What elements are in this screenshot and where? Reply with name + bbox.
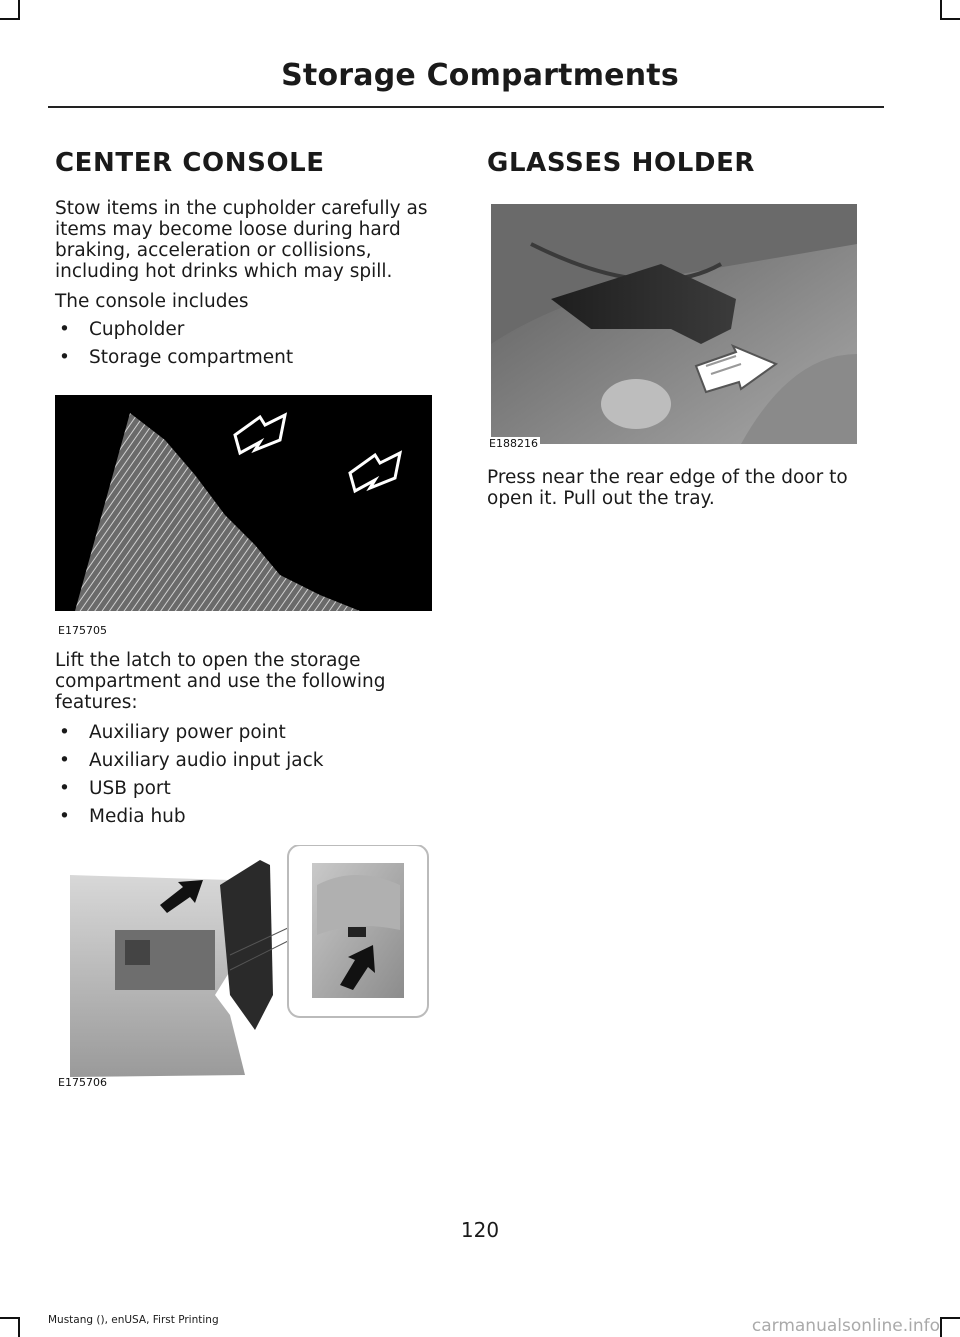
latch bbox=[348, 927, 366, 937]
power-point bbox=[125, 940, 150, 965]
footer-text: Mustang (), enUSA, First Printing bbox=[48, 1314, 219, 1326]
crop-mark bbox=[940, 1317, 960, 1319]
header-divider bbox=[48, 106, 884, 108]
crop-mark bbox=[940, 1317, 942, 1337]
list-item: • Auxiliary audio input jack bbox=[59, 750, 324, 771]
bullet: • bbox=[59, 347, 70, 368]
bullet: • bbox=[59, 750, 70, 771]
bullet: • bbox=[59, 319, 70, 340]
section-title-glasses-holder: GLASSES HOLDER bbox=[487, 148, 756, 178]
includes-label: The console includes bbox=[55, 291, 249, 312]
left-column bbox=[55, 148, 451, 375]
crop-mark bbox=[940, 18, 960, 20]
arrow-icon bbox=[350, 453, 400, 491]
crop-mark bbox=[0, 18, 20, 20]
figure-code: E188216 bbox=[489, 437, 538, 450]
storage-compartment-illustration bbox=[55, 845, 435, 1077]
crop-mark bbox=[18, 0, 20, 20]
section-title-center-console: CENTER CONSOLE bbox=[55, 148, 325, 178]
list-item: • USB port bbox=[59, 778, 171, 799]
includes-list bbox=[55, 319, 451, 368]
figure-code: E175706 bbox=[58, 1076, 107, 1089]
crop-mark bbox=[0, 1317, 20, 1319]
page-number: 120 bbox=[460, 1218, 500, 1242]
crop-mark bbox=[18, 1317, 20, 1337]
console-figure bbox=[55, 395, 432, 611]
compartment-lid bbox=[220, 860, 273, 1030]
right-column bbox=[487, 148, 877, 178]
intro-paragraph: Stow items in the cupholder carefully as items may become loose during hard braking, acceleration or collisions, including hot drinks which may spill. bbox=[55, 198, 428, 282]
console-body-shape bbox=[75, 413, 360, 611]
storage-compartment-figure bbox=[55, 845, 435, 1077]
glasses-holder-figure bbox=[491, 204, 857, 444]
list-item: • Media hub bbox=[59, 806, 186, 827]
features-list bbox=[55, 722, 451, 827]
latch-paragraph: Lift the latch to open the storage compartment and use the following features: bbox=[55, 650, 386, 713]
bullet: • bbox=[59, 806, 70, 827]
list-item: • Auxiliary power point bbox=[59, 722, 286, 743]
glasses-holder-illustration bbox=[491, 204, 857, 444]
list-item: • Cupholder bbox=[59, 319, 185, 340]
bullet: • bbox=[59, 722, 70, 743]
figure-code: E175705 bbox=[58, 624, 107, 637]
right-column-lower bbox=[487, 467, 867, 509]
bullet: • bbox=[59, 778, 70, 799]
page-title: Storage Compartments bbox=[281, 58, 679, 93]
latch-housing bbox=[317, 875, 400, 935]
seat-shape bbox=[601, 379, 671, 429]
glasses-holder-paragraph: Press near the rear edge of the door to open it. Pull out the tray. bbox=[487, 467, 848, 509]
left-column-lower bbox=[55, 650, 451, 834]
list-item: • Storage compartment bbox=[59, 347, 294, 368]
console-illustration bbox=[55, 395, 432, 611]
watermark: carmanualsonline.info bbox=[751, 1316, 940, 1336]
arrow-icon bbox=[235, 415, 285, 453]
crop-mark bbox=[940, 0, 942, 20]
